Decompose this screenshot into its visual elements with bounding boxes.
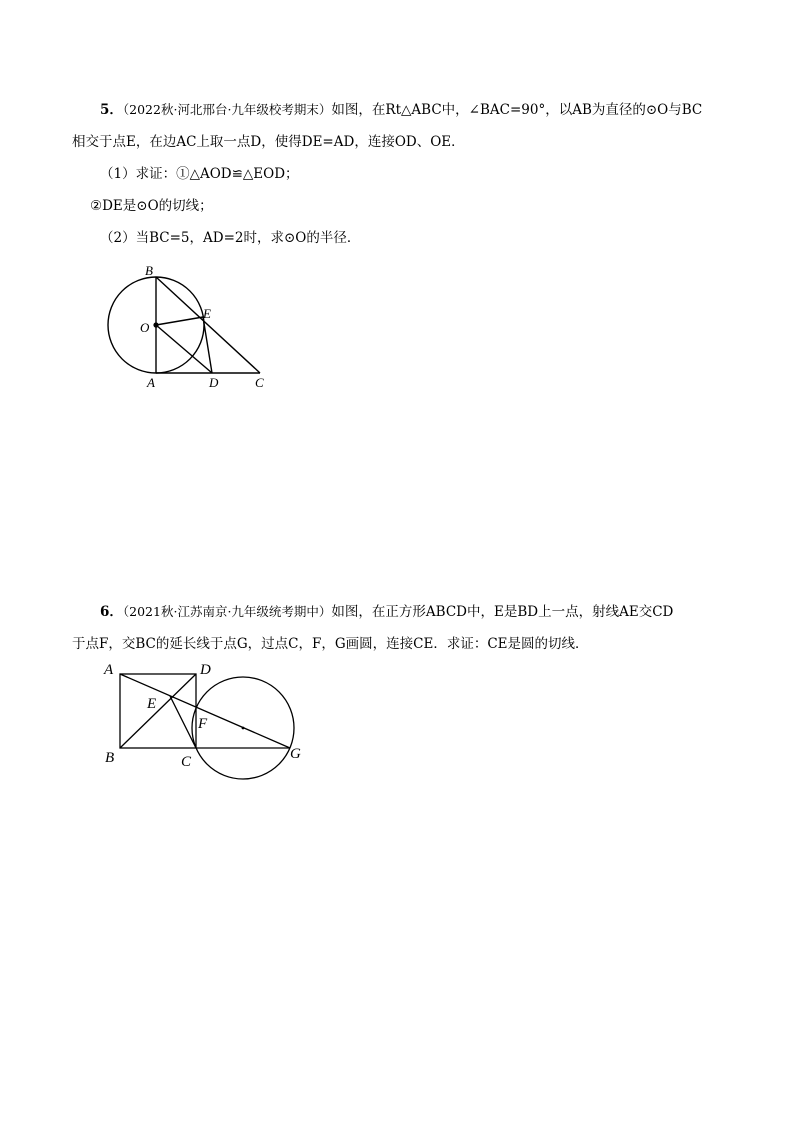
segment-bc — [156, 277, 260, 373]
problem-6 — [72, 596, 724, 660]
problem-6-line-1 — [72, 596, 724, 628]
question-2: （2）当BC=5，AD=2时，求⊙O的半径． — [100, 230, 361, 246]
label-o: O — [140, 320, 150, 335]
label-g: G — [290, 746, 301, 762]
problem-text: 如图，在正方形ABCD中，E是BD上一点，射线AE交CD — [331, 604, 674, 620]
label-d: D — [209, 375, 219, 390]
label-b: B — [105, 750, 115, 766]
problem-source: （2021秋·江苏南京·九年级统考期中） — [122, 604, 332, 619]
circle-center-point — [242, 727, 245, 730]
ray-ag — [120, 674, 290, 748]
segment-oe — [156, 317, 203, 325]
figure-square-circle — [100, 658, 310, 783]
problem-5-line-2: 相交于点E，在边AC上取一点D，使得DE=AD，连接OD、OE． — [72, 134, 465, 150]
label-e: E — [147, 696, 157, 712]
center-point — [153, 322, 158, 327]
problem-5 — [72, 94, 724, 254]
label-e: E — [203, 306, 211, 321]
problem-6-line-2: 于点F，交BC的延长线于点G，过点C，F，G画圆，连接CE．求证：CE是圆的切线． — [72, 636, 589, 652]
diagonal-bd — [120, 674, 196, 748]
label-a: A — [147, 375, 155, 390]
problem-number: 6． — [100, 604, 123, 620]
label-c: C — [181, 754, 192, 770]
problem-5-line-1 — [72, 94, 724, 126]
problem-text: 如图，在Rt△ABC中，∠BAC=90°，以AB为直径的⊙O与BC — [331, 102, 703, 118]
question-1b: ②DE是⊙O的切线； — [90, 198, 213, 214]
problem-source: （2022秋·河北邢台·九年级校考期末） — [122, 102, 332, 117]
figure-circle-triangle — [100, 260, 280, 395]
label-d: D — [200, 662, 211, 678]
label-c: C — [255, 375, 264, 390]
question-1: （1）求证：①△AOD≌△EOD； — [100, 166, 299, 182]
label-f: F — [198, 716, 208, 732]
label-b: B — [145, 263, 153, 278]
problem-number: 5． — [100, 102, 123, 118]
label-a: A — [104, 662, 114, 678]
